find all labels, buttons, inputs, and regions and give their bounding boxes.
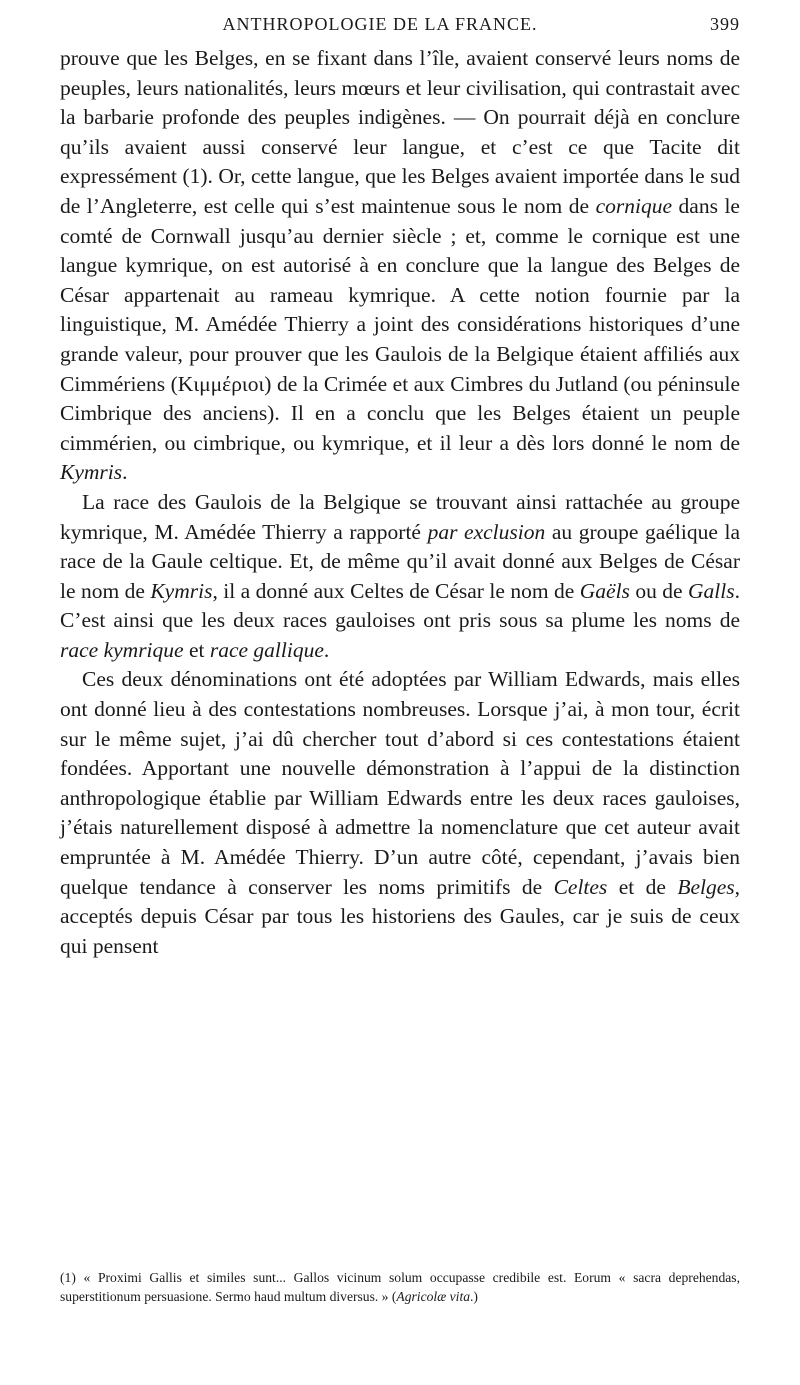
italic-term: Gaëls — [579, 578, 630, 603]
text-run: . — [323, 637, 330, 662]
italic-term: Belges — [677, 874, 735, 899]
text-run: , acceptés depuis César par tous les historiens des Gaules, car je suis de ceux qui pensent — [60, 874, 740, 958]
text-run: ou de — [629, 578, 689, 603]
text-run: , il a donné aux Celtes de César le nom de — [212, 578, 580, 603]
text-run: .) — [470, 1289, 478, 1304]
italic-term: cornique — [595, 193, 673, 218]
footnote-text — [60, 1268, 740, 1306]
text-run: Ces deux dénominations ont été adoptées par William Edwards, mais elles ont donné lieu à des contestations nombreuses. Lorsque j’ai, à mon tour, écrit sur le même sujet, j’ai dû chercher tout d’abord si ces contestations étaient fondées. Apportant une nouvelle démonstration à l’appui de la distinction anthropologique établie par William Edwards entre les deux races gauloises, j’étais naturellement disposé à admettre la nomenclature que cet auteur avait empruntée à M. Amédée Thierry. D’un autre côté, cependant, j’avais bien quelque tendance à conserver les noms primitifs de — [60, 667, 740, 899]
text-run: . — [122, 460, 128, 485]
italic-term: Celtes — [553, 874, 608, 899]
text-run: (1) « Proximi Gallis et similes sunt... Gallos vicinum solum occupasse credibile est. Eorum « sacra deprehendas, superstitionum persuasione. Sermo haud multum diversus. » ( — [60, 1270, 740, 1304]
italic-term: Kymris — [150, 578, 213, 603]
italic-term: par exclusion — [427, 519, 546, 544]
italic-term: race gallique — [209, 637, 324, 662]
footnote — [60, 1268, 740, 1306]
text-run: . C’est ainsi que les deux races gauloises ont pris sous sa plume les noms de — [60, 578, 740, 633]
running-title: ANTHROPOLOGIE DE LA FRANCE. — [222, 14, 538, 34]
text-run: prouve que les Belges, en se fixant dans l’île, avaient conservé leurs noms de peuples, leurs nationalités, leurs mœurs et leur civilisation, qui contrastait avec la barbarie profonde des peuples indigènes. — On pourrait déjà en conclure qu’ils avaient aussi conservé leur langue, et c’est ce que Tacite dit expressément (1). Or, cette langue, que les Belges avaient importée dans le sud de l’Angleterre, est celle qui s’est maintenue sous le nom de — [60, 46, 740, 218]
text-run: au groupe gaélique la race de la Gaule celtique. Et, de même qu’il avait donné aux Belges de César le nom de — [60, 519, 740, 603]
paragraph-3 — [60, 665, 740, 961]
page-number: 399 — [710, 14, 740, 34]
running-head — [60, 14, 740, 42]
text-run: et — [183, 637, 210, 662]
paragraph-2 — [60, 488, 740, 666]
italic-term: race kymrique — [60, 637, 184, 662]
body-text — [60, 44, 740, 961]
italic-term: Galls — [688, 578, 735, 603]
italic-term: Kymris — [60, 460, 123, 485]
text-run: dans le comté de Cornwall jusqu’au dernier siècle ; et, comme le cornique est une langue kymrique, on est autorisé à en conclure que la langue des Belges de César appartenait au rameau kymrique. A cette notion fournie par la linguistique, M. Amédée Thierry a joint des considérations historiques d’une grande valeur, pour prouver que les Gaulois de la Belgique étaient affiliés aux Cimmériens (Κιμμέριοι) de la Crimée et aux Cimbres du Jutland (ou péninsule Cimbrique des anciens). Il en a conclu que les Belges étaient un peuple cimmérien, ou cimbrique, ou kymrique, et il leur a dès lors donné le nom de — [60, 193, 740, 455]
text-run: La race des Gaulois de la Belgique se trouvant ainsi rattachée au groupe kymrique, M. Amédée Thierry a rapporté — [60, 489, 740, 544]
paragraph-1 — [60, 44, 740, 488]
text-run: et de — [607, 874, 678, 899]
italic-term: Agricolæ vita — [396, 1289, 471, 1304]
